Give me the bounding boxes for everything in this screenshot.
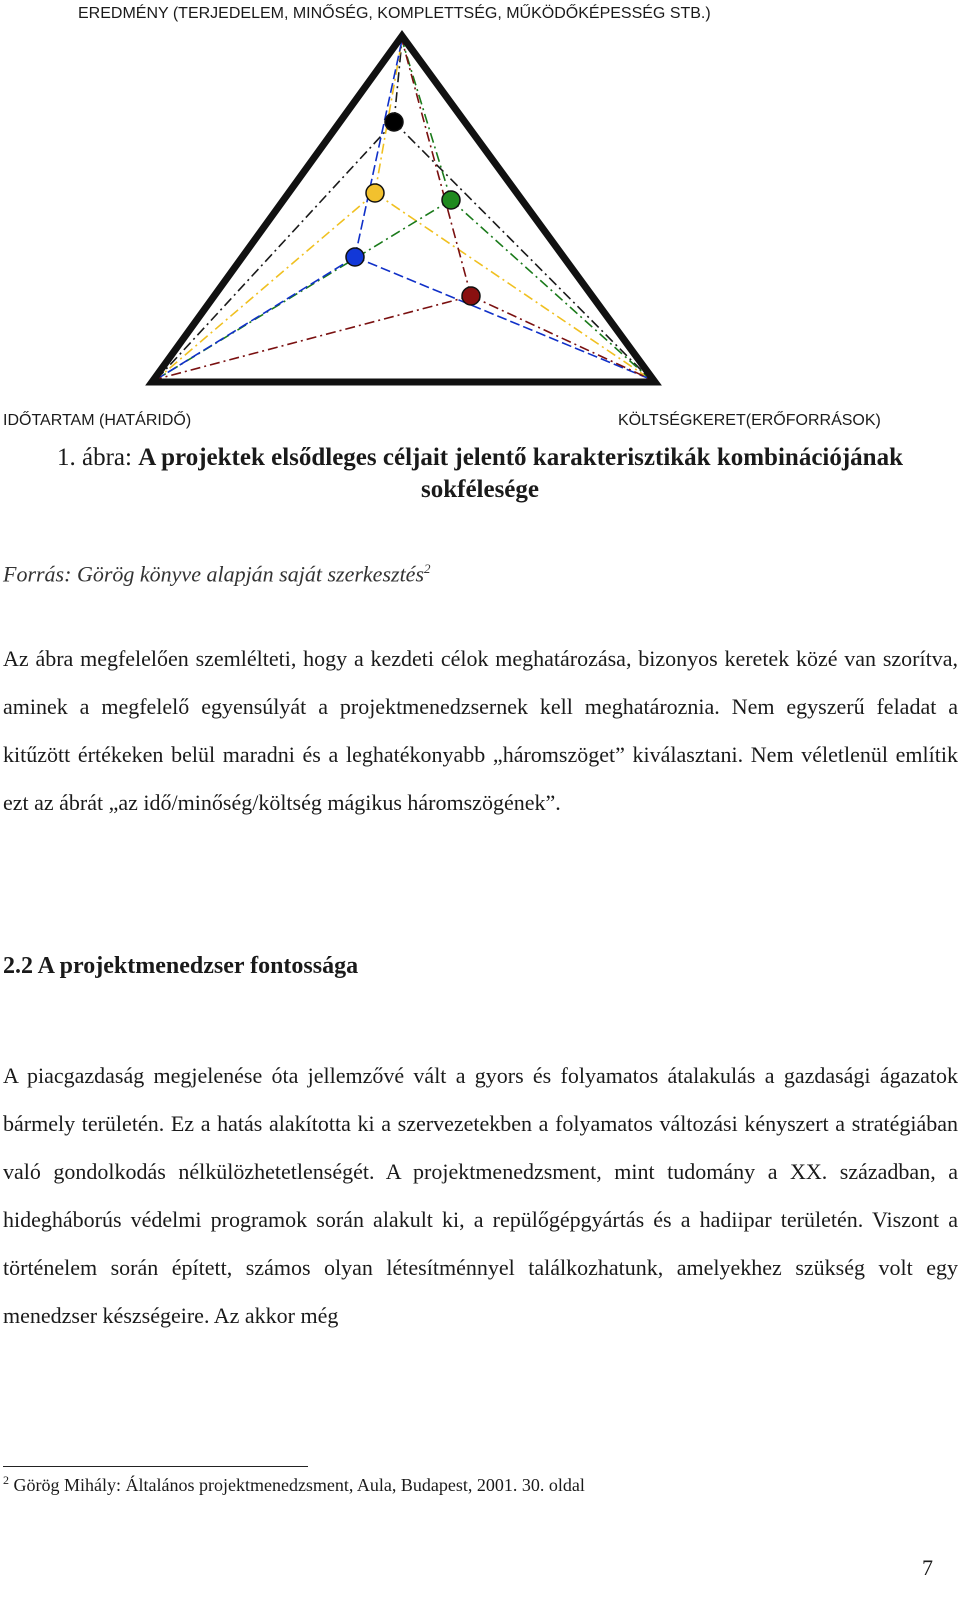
connector-line (451, 200, 650, 379)
figure-left-label: IDŐTARTAM (HATÁRIDŐ) (3, 412, 192, 429)
connector-line (394, 122, 650, 379)
page-number: 7 (922, 1555, 933, 1580)
figure-source (3, 561, 431, 587)
caption-title: A projektek elsődleges céljait jelentő karakterisztikák kombinációjának sokfélesége (138, 444, 903, 503)
connector-line (157, 200, 451, 379)
footnote-rule (3, 1466, 308, 1467)
caption-prefix: 1. ábra: (57, 444, 139, 471)
point-marker (462, 287, 480, 305)
figure-top-label: EREDMÉNY (TERJEDELEM, MINŐSÉG, KOMPLETTSÉG, MŰKÖDŐKÉPESSÉG STB.) (78, 5, 711, 22)
connector-line (157, 257, 355, 379)
footnote (3, 1473, 585, 1496)
footnote-text: Görög Mihály: Általános projektmenedzsment, Aula, Budapest, 2001. 30. oldal (13, 1475, 585, 1495)
point-marker (385, 113, 403, 131)
connector-line (394, 40, 402, 122)
body-paragraph-2: A piacgazdaság megjelenése óta jellemzővé vált a gyors és folyamatos átalakulás a gazdasági ágazatok bármely területén. Ez a hatás alakította ki a szervezetekben a folyamatos változási kényszert a stratégiában való gondolkodás nélkülözhetetlenségét. A projektmenedzsment, mint tudomány a XX. században, a hidegháborús védelmi programok során alakult ki, a repülőgépgyártás és a hadiipar területén. Viszont a történelem során épített, számos olyan létesítménnyel találkozhatunk, amelyekhez szükség volt egy menedzser készségeire. Az akkor még (3, 1063, 958, 1328)
figure-right-label: KÖLTSÉGKERET(ERŐFORRÁSOK) (618, 412, 881, 429)
triangle-outline (152, 36, 655, 382)
point-marker (346, 248, 364, 266)
source-footnote-ref: 2 (424, 561, 431, 576)
footnote-number: 2 (3, 1473, 9, 1487)
point-marker (442, 191, 460, 209)
figure-caption (0, 442, 960, 506)
magic-triangle-diagram (140, 28, 670, 393)
point-marker (366, 184, 384, 202)
section-heading: 2.2 A projektmenedzser fontossága (3, 953, 359, 979)
body-paragraph-1: Az ábra megfelelően szemlélteti, hogy a kezdeti célok meghatározása, bizonyos keretek közé van szorítva, aminek a megfelelő egyensúlyát a projektmenedzsernek kell meghatároznia. Nem egyszerű feladat a kitűzött értékeken belül maradni és a leghatékonyabb „háromszöget” kiválasztani. Nem véletlenül említik ezt az ábrát „az idő/minőség/költség mágikus háromszögének”. (3, 646, 958, 815)
source-text: Forrás: Görög könyve alapján saját szerkesztés (3, 561, 425, 587)
connector-lines (157, 40, 650, 379)
